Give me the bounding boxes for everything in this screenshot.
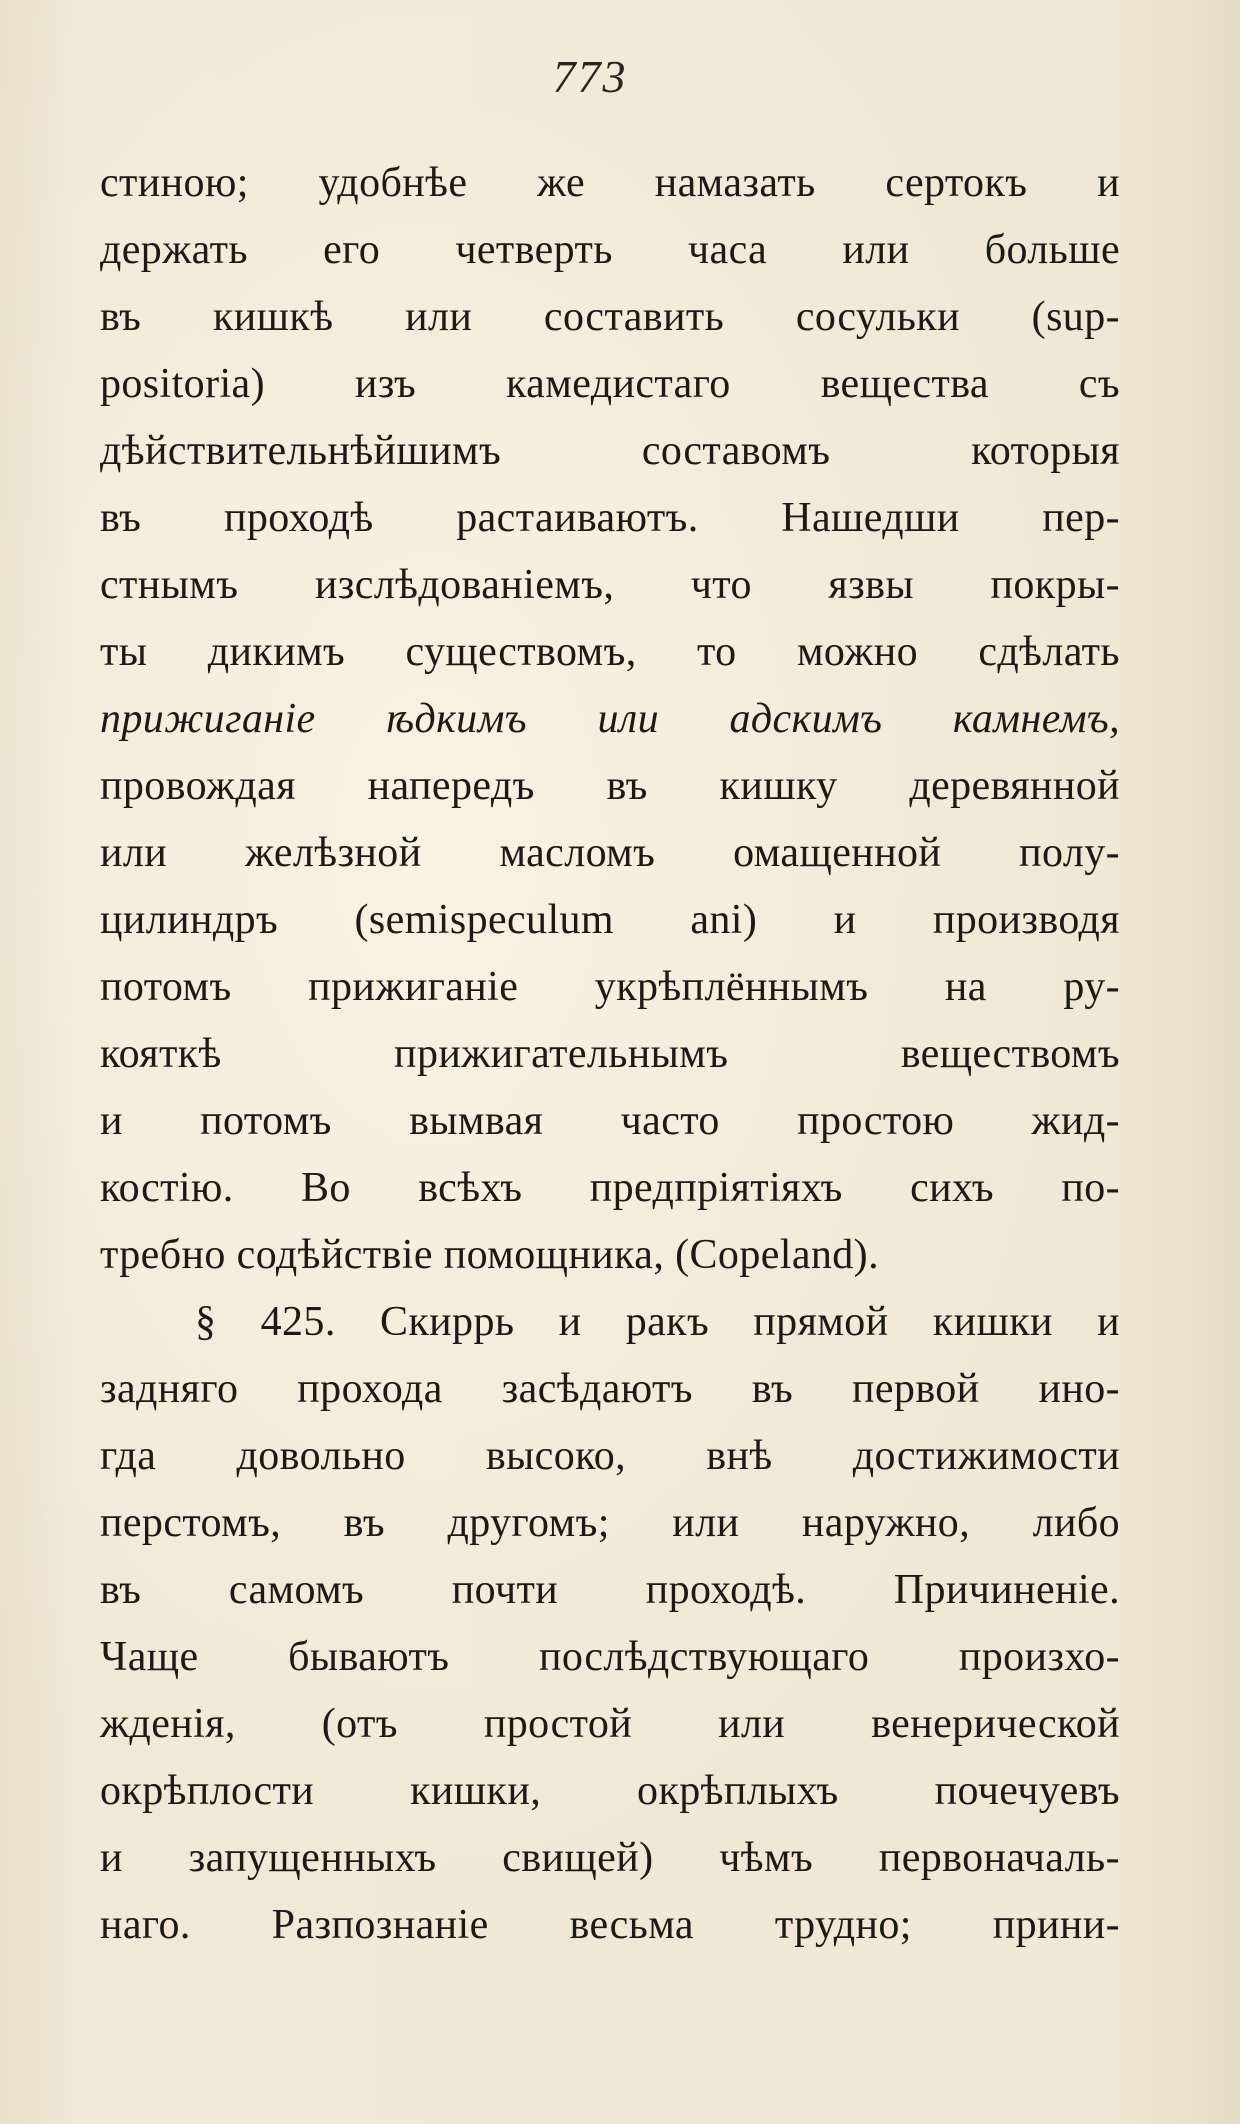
text-line: ты дикимъ существомъ, то можно сдѣлать: [100, 629, 1120, 675]
text-line: кояткѣ прижигательнымъ веществомъ: [100, 1031, 1120, 1077]
text-line: въ проходѣ растаиваютъ. Нашедши пер-: [100, 495, 1120, 541]
text-line: требно содѣйствіе помощника, (Copeland).: [100, 1232, 879, 1278]
text-line: или желѣзной масломъ омащенной полу-: [100, 830, 1120, 876]
text-line: держать его четверть часа или больше: [100, 227, 1120, 273]
text-line: и потомъ вымвая часто простою жид-: [100, 1098, 1120, 1144]
section-heading-line: § 425. Скиррь и ракъ прямой кишки и: [195, 1299, 1120, 1345]
text-line: задняго прохода засѣдаютъ въ первой ино-: [100, 1366, 1120, 1412]
text-line: positoria) изъ камедистаго вещества съ: [100, 361, 1120, 407]
text-line: костію. Во всѣхъ предпріятіяхъ сихъ по-: [100, 1165, 1120, 1211]
text-line: стнымъ изслѣдованіемъ, что язвы покры-: [100, 562, 1120, 608]
text-line: жденія, (отъ простой или венерической: [100, 1701, 1120, 1747]
text-line: въ самомъ почти проходѣ. Причиненіе.: [100, 1567, 1120, 1613]
text-line: прижиганіе ѣдкимъ или адскимъ камнемъ,: [100, 696, 1120, 742]
page-number: 773: [552, 51, 628, 102]
text-line: дѣйствительнѣйшимъ составомъ которыя: [100, 428, 1120, 474]
text-line: Чаще бываютъ послѣдствующаго произхо-: [100, 1634, 1120, 1680]
text-line: потомъ прижиганіе укрѣплённымъ на ру-: [100, 964, 1120, 1010]
text-line: цилиндръ (semispeculum ani) и производя: [100, 897, 1120, 943]
text-line: окрѣплости кишки, окрѣплыхъ почечуевъ: [100, 1768, 1120, 1814]
text-line: провождая напередъ въ кишку деревянной: [100, 763, 1120, 809]
body-text: [100, 150, 1120, 1959]
text-line: гда довольно высоко, внѣ достижимости: [100, 1433, 1120, 1479]
text-line: въ кишкѣ или составить сосульки (sup-: [100, 294, 1120, 340]
text-line: наго. Разпознаніе весьма трудно; прини-: [100, 1902, 1120, 1948]
text-line: стиною; удобнѣе же намазать сертокъ и: [100, 160, 1120, 206]
text-line: и запущенныхъ свищей) чѣмъ первоначаль-: [100, 1835, 1120, 1881]
text-line: перстомъ, въ другомъ; или наружно, либо: [100, 1500, 1120, 1546]
